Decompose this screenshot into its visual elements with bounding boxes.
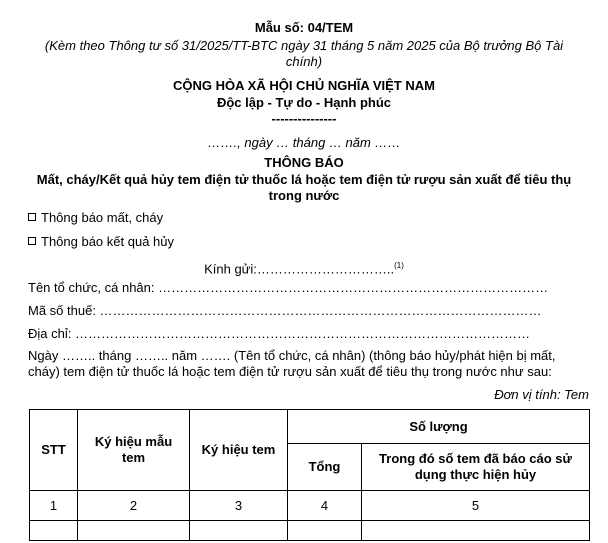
table-cell[interactable] [288, 521, 362, 541]
table-row [30, 521, 590, 541]
header-reported-used: Trong đó số tem đã báo cáo sử dụng thực hiện hủy [362, 444, 590, 491]
recipient-line [0, 257, 608, 277]
tax-code-line: Mã số thuế: ………………………………………………………………………………………… [28, 303, 542, 318]
option-lost-burned[interactable] [28, 209, 163, 226]
table-row [30, 491, 590, 521]
notice-subject-line2: trong nước [268, 188, 340, 203]
checkbox-icon[interactable] [28, 213, 36, 221]
column-number: 1 [30, 491, 78, 521]
header-stamp-symbol: Ký hiệu tem [190, 410, 288, 491]
option-label: Thông báo mất, cháy [41, 210, 164, 225]
address-line: Địa chỉ: …………………………………………………………………………………………… [28, 326, 530, 341]
table-header-row [30, 410, 590, 444]
org-name-line: Tên tổ chức, cá nhân: ……………………………………………………………………………… [28, 280, 549, 295]
body-line1: Ngày …….. tháng …….. năm ……. (Tên tổ chức, cá nhân) (thông báo hủy/phát hiện bị mất, [28, 348, 556, 363]
motto: Độc lập - Tự do - Hạnh phúc [216, 95, 392, 110]
motto-separator: --------------- [271, 111, 337, 126]
attachment-note-line1: (Kèm theo Thông tư số 31/2025/TT-BTC ngày 31 tháng 5 năm 2025 của Bộ trưởng Bộ Tài [44, 38, 564, 53]
header-total: Tổng [288, 444, 362, 491]
stamp-table [29, 409, 590, 541]
body-line2: cháy) tem điện tử thuốc lá hoặc tem điện tử rượu sản xuất để tiêu thụ trong nước như sau: [28, 364, 552, 379]
column-number: 4 [288, 491, 362, 521]
header-stt: STT [30, 410, 78, 491]
table-cell[interactable] [362, 521, 590, 541]
table-cell[interactable] [78, 521, 190, 541]
recipient-footnote: (1) [394, 261, 404, 270]
form-number: Mẫu số: 04/TEM [254, 20, 354, 35]
column-number: 2 [78, 491, 190, 521]
option-label: Thông báo kết quả hủy [41, 234, 174, 249]
country-name: CỘNG HÒA XÃ HỘI CHỦ NGHĨA VIỆT NAM [173, 78, 435, 93]
notice-title: THÔNG BÁO [264, 155, 344, 170]
column-number: 5 [362, 491, 590, 521]
column-number: 3 [190, 491, 288, 521]
recipient-label: Kính gửi:………………………….. [204, 261, 395, 277]
table-cell[interactable] [190, 521, 288, 541]
table-cell[interactable] [30, 521, 78, 541]
option-destruction-result[interactable] [28, 233, 174, 250]
header-quantity: Số lượng [288, 410, 590, 444]
checkbox-icon[interactable] [28, 237, 36, 245]
header-form-symbol: Ký hiệu mẫu tem [78, 410, 190, 491]
attachment-note-line2: chính) [285, 54, 323, 69]
date-line: ……., ngày … tháng … năm …… [207, 135, 401, 150]
unit-label: Đơn vị tính: Tem [494, 387, 589, 402]
notice-subject-line1: Mất, cháy/Kết quả hủy tem điện tử thuốc lá hoặc tem điện tử rượu sản xuất để tiêu thụ [36, 172, 572, 187]
